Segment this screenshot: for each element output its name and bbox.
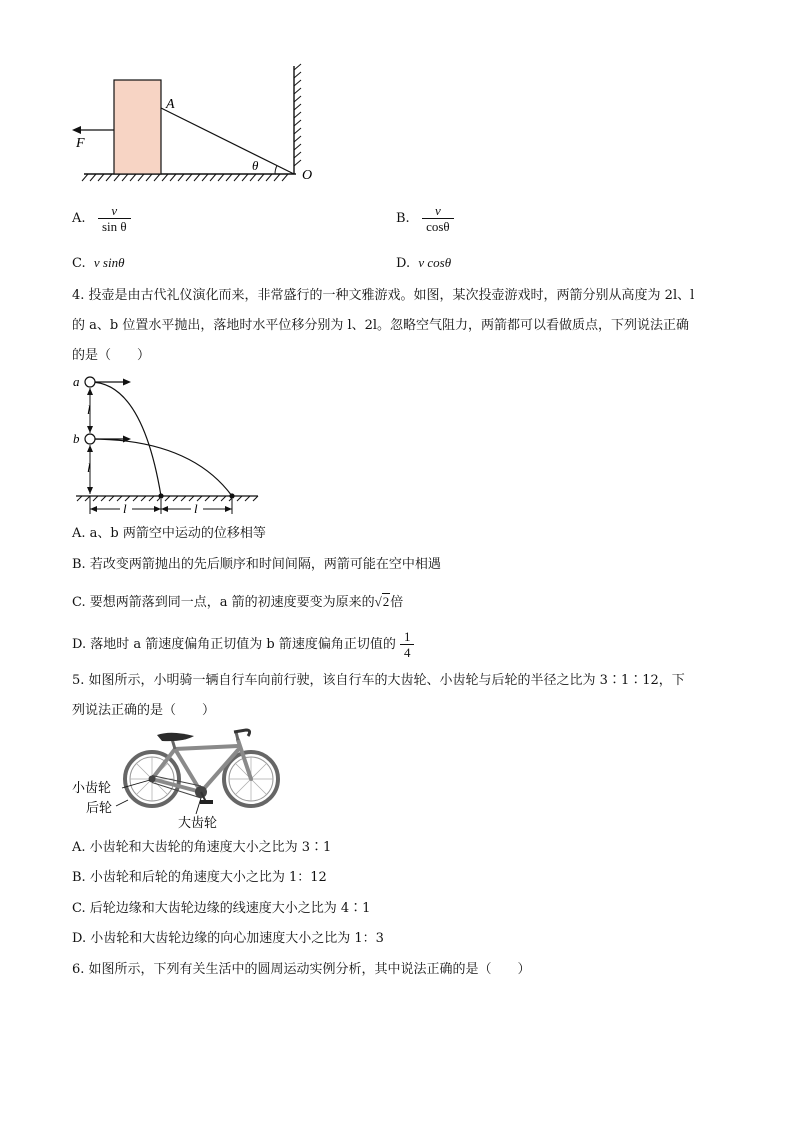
bicycle-figure [66, 724, 286, 834]
q3-option-c: C. v sinθ [72, 255, 125, 271]
label-small-gear: 小齿轮 [72, 781, 112, 796]
q3-option-b [396, 203, 454, 234]
q4-option-c: C. 要想两箭落到同一点，a 箭的初速度要变为原来的√2倍 [72, 594, 404, 610]
q4-stem-line2: 的 a、b 位置水平抛出，落地时水平位移分别为 l、2l。忽略空气阻力，两箭都可以看做质点，下列说法正确 [72, 318, 690, 333]
sqrt: √2 [374, 594, 390, 609]
q6-stem-line1: 6. 如图所示，下列有关生活中的圆周运动实例分析，其中说法正确的是（ ） [72, 962, 531, 977]
projectile-figure [70, 370, 270, 520]
rod [161, 108, 294, 174]
label-F: F [76, 136, 85, 151]
option-label: B. [396, 211, 410, 226]
option-label: A. [72, 211, 86, 226]
label-big-gear: 大齿轮 [178, 816, 218, 831]
q5-option-c: C. 后轮边缘和大齿轮边缘的线速度大小之比为 4∶1 [72, 901, 371, 916]
q3-option-d: D. v cosθ [396, 255, 452, 271]
fraction: $\frac{v}{\text{sin θ}}$ [98, 203, 131, 234]
label-rear-wheel: 后轮 [86, 801, 113, 816]
ball-b [85, 434, 95, 444]
label-l-upper: l [87, 402, 91, 417]
q3-option-a [72, 203, 131, 234]
q5-option-d: D. 小齿轮和大齿轮边缘的向心加速度大小之比为 1：3 [72, 931, 384, 946]
block [114, 80, 161, 174]
q5-stem-line2: 列说法正确的是（ ） [72, 703, 216, 718]
small-gear [149, 776, 156, 783]
q5-stem-line1: 5. 如图所示，小明骑一辆自行车向前行驶，该自行车的大齿轮、小齿轮与后轮的半径之比为 3∶1∶12，下 [72, 673, 685, 688]
seat [157, 733, 194, 741]
block-rod-figure [70, 62, 330, 186]
q5-option-a: A. 小齿轮和大齿轮的角速度大小之比为 3∶1 [72, 840, 332, 855]
fraction: $\frac{v}{\cos\theta}$ [422, 203, 454, 234]
q4-option-b: B. 若改变两箭抛出的先后顺序和时间间隔，两箭可能在空中相遇 [72, 557, 441, 572]
label-A: A [166, 97, 175, 112]
label-l-right: l [194, 501, 198, 516]
label-a: a [73, 374, 80, 389]
fraction: $\frac{1}{4}$ [400, 629, 415, 660]
label-O: O [302, 168, 313, 183]
label-l-left: l [123, 501, 127, 516]
q5-option-b: B. 小齿轮和后轮的角速度大小之比为 1：12 [72, 870, 327, 885]
q4-option-d: D. 落地时 a 箭速度偏角正切值为 b 箭速度偏角正切值的 $\frac{1}{4}$ [72, 628, 414, 662]
q4-option-a: A. a、b 两箭空中运动的位移相等 [72, 526, 266, 541]
label-b: b [73, 431, 80, 446]
label-l-lower: l [87, 460, 91, 475]
q4-stem-line1: 4. 投壶是由古代礼仪演化而来，非常盛行的一种文雅游戏。如图，某次投壶游戏时，两箭分别从高度为 2l、l [72, 288, 695, 303]
q4-stem-line3: 的是（ ） [72, 348, 151, 363]
ball-a [85, 377, 95, 387]
label-theta: θ [252, 158, 259, 173]
